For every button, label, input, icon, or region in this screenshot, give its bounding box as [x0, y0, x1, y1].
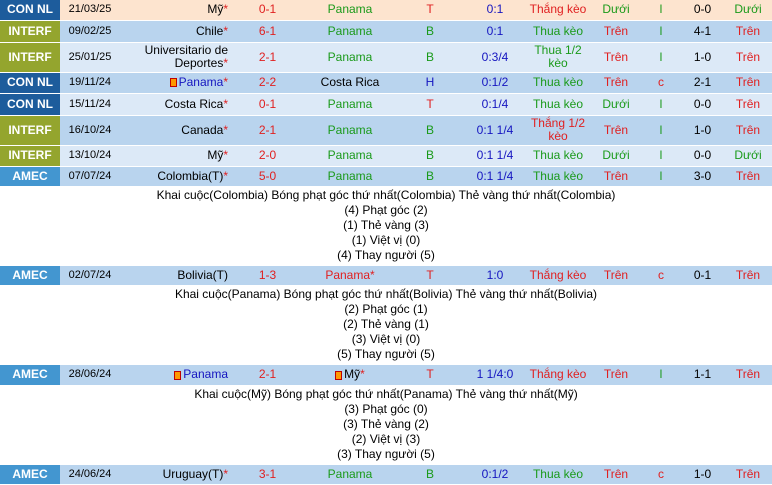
odd-even: l: [641, 20, 681, 42]
half-over-under: Dưới: [724, 0, 772, 20]
odd-even: l: [641, 115, 681, 145]
table-row: [0, 145, 772, 166]
table-row: [0, 93, 772, 115]
league-badge[interactable]: INTERF: [0, 145, 60, 166]
details-stat: (1) Thẻ vàng (3): [343, 217, 429, 232]
details-stat: (5) Thay người (5): [337, 347, 435, 361]
handicap: 0:1 1/4: [465, 166, 525, 186]
home-team-name[interactable]: Uruguay(T): [162, 466, 224, 481]
result: H: [395, 72, 465, 93]
half-time-score: 1-0: [681, 42, 724, 72]
odd-even: l: [641, 166, 681, 186]
home-team[interactable]: [120, 42, 230, 72]
handicap-result: Thua kèo: [525, 72, 591, 93]
star-icon: *: [223, 2, 228, 17]
half-time-score: 0-0: [681, 0, 724, 20]
away-team[interactable]: [305, 266, 395, 286]
match-details-row: [0, 385, 772, 465]
result: B: [395, 42, 465, 72]
away-team-name[interactable]: Mỹ: [344, 367, 361, 382]
handicap-result: Thắng kèo: [525, 266, 591, 286]
score[interactable]: 3-1: [230, 465, 305, 485]
over-under: Dưới: [591, 0, 641, 20]
handicap: 0:1 1/4: [465, 145, 525, 166]
away-team[interactable]: [305, 145, 395, 166]
away-team[interactable]: [305, 93, 395, 115]
red-card-icon: [335, 371, 342, 380]
match-details: [0, 186, 772, 266]
over-under: Trên: [591, 115, 641, 145]
handicap-result: Thắng 1/2 kèo: [525, 115, 591, 145]
half-over-under: Trên: [724, 115, 772, 145]
result: T: [395, 93, 465, 115]
home-team[interactable]: [120, 166, 230, 186]
details-stat: (3) Thẻ vàng (2): [343, 416, 429, 431]
league-badge[interactable]: AMEC: [0, 166, 60, 186]
handicap: 1:0: [465, 266, 525, 286]
away-team[interactable]: [305, 465, 395, 485]
odd-even: l: [641, 93, 681, 115]
away-team[interactable]: [305, 0, 395, 20]
away-team-name[interactable]: Panama: [327, 168, 373, 183]
match-details-row: [0, 286, 772, 366]
half-over-under: Trên: [724, 365, 772, 385]
result: B: [395, 166, 465, 186]
league-badge[interactable]: INTERF: [0, 20, 60, 42]
table-row: [0, 115, 772, 145]
match-date: 09/02/25: [60, 20, 120, 42]
home-team-name[interactable]: Colombia(T): [157, 168, 224, 183]
league-badge[interactable]: AMEC: [0, 266, 60, 286]
match-details: [0, 286, 772, 366]
score[interactable]: 6-1: [230, 20, 305, 42]
handicap: 0:1/4: [465, 93, 525, 115]
half-time-score: 1-0: [681, 465, 724, 485]
half-time-score: 2-1: [681, 72, 724, 93]
odd-even: l: [641, 365, 681, 385]
away-team[interactable]: [305, 365, 395, 385]
handicap-result: Thắng kèo: [525, 0, 591, 20]
league-badge[interactable]: CON NL: [0, 93, 60, 115]
star-icon: *: [360, 367, 365, 382]
handicap-result: Thua kèo: [525, 93, 591, 115]
home-team-name[interactable]: Mỹ: [207, 2, 224, 17]
match-details-row: [0, 186, 772, 266]
half-time-score: 1-0: [681, 115, 724, 145]
star-icon: *: [223, 148, 228, 162]
away-team[interactable]: [305, 42, 395, 72]
table-row: [0, 20, 772, 42]
away-team-name[interactable]: Panama: [327, 148, 373, 162]
match-date: 16/10/24: [60, 115, 120, 145]
home-team[interactable]: [120, 72, 230, 93]
away-team[interactable]: [305, 72, 395, 93]
over-under: Trên: [591, 166, 641, 186]
handicap: 1 1/4:0: [465, 365, 525, 385]
match-date: 24/06/24: [60, 465, 120, 485]
home-team-name[interactable]: Bolivia(T): [177, 267, 228, 282]
match-date: 25/01/25: [60, 42, 120, 72]
home-team[interactable]: [120, 465, 230, 485]
odd-even: c: [641, 266, 681, 286]
half-time-score: 0-0: [681, 145, 724, 166]
over-under: Dưới: [591, 145, 641, 166]
home-team-name[interactable]: Mỹ: [207, 148, 224, 162]
handicap-result: Thắng kèo: [525, 365, 591, 385]
away-team-name[interactable]: Panama: [327, 122, 373, 137]
details-stat: (4) Phạt góc (2): [344, 202, 428, 217]
handicap-result: Thua kèo: [525, 20, 591, 42]
home-team[interactable]: [120, 0, 230, 20]
odd-even: l: [641, 42, 681, 72]
away-team-name[interactable]: Panama: [327, 2, 373, 17]
score[interactable]: 1-3: [230, 266, 305, 286]
details-stat: (1) Việt vị (0): [351, 232, 421, 247]
score[interactable]: 2-0: [230, 145, 305, 166]
home-team-name[interactable]: Panama: [178, 75, 224, 89]
away-team-name[interactable]: Panama: [325, 267, 371, 282]
home-team[interactable]: [120, 93, 230, 115]
star-icon: *: [223, 466, 228, 481]
odd-even: l: [641, 145, 681, 166]
handicap: 0:1: [465, 0, 525, 20]
away-team-name[interactable]: Panama: [327, 466, 373, 481]
league-badge[interactable]: INTERF: [0, 42, 60, 72]
over-under: Trên: [591, 72, 641, 93]
match-date: 28/06/24: [60, 365, 120, 385]
score[interactable]: 0-1: [230, 93, 305, 115]
result: B: [395, 465, 465, 485]
half-over-under: Dưới: [724, 145, 772, 166]
home-team-name[interactable]: Chile: [195, 23, 224, 38]
away-team-name[interactable]: Costa Rica: [320, 75, 380, 89]
league-badge[interactable]: CON NL: [0, 72, 60, 93]
odd-even: c: [641, 72, 681, 93]
half-over-under: Trên: [724, 20, 772, 42]
odd-even: l: [641, 0, 681, 20]
result: T: [395, 365, 465, 385]
odd-even: c: [641, 465, 681, 485]
match-date: 13/10/24: [60, 145, 120, 166]
details-stat: (4) Thay người (5): [337, 247, 435, 262]
star-icon: *: [223, 75, 228, 89]
half-over-under: Trên: [724, 266, 772, 286]
home-team[interactable]: [120, 266, 230, 286]
league-badge[interactable]: AMEC: [0, 465, 60, 485]
match-date: 02/07/24: [60, 266, 120, 286]
details-summary: Khai cuộc(Mỹ) Bóng phạt góc thứ nhất(Panama) Thẻ vàng thứ nhất(Mỹ): [194, 386, 578, 401]
home-team-name[interactable]: Canada: [181, 122, 224, 137]
away-team[interactable]: [305, 20, 395, 42]
home-team[interactable]: [120, 20, 230, 42]
over-under: Trên: [591, 365, 641, 385]
home-team-name[interactable]: Costa Rica: [164, 96, 224, 111]
details-stat: (2) Phạt góc (1): [344, 302, 428, 316]
handicap: 0:1 1/4: [465, 115, 525, 145]
league-badge[interactable]: INTERF: [0, 115, 60, 145]
table-row: [0, 166, 772, 186]
half-time-score: 1-1: [681, 365, 724, 385]
away-team-name[interactable]: Panama: [327, 49, 373, 64]
home-team[interactable]: [120, 365, 230, 385]
table-row: [0, 266, 772, 286]
over-under: Trên: [591, 465, 641, 485]
result: T: [395, 0, 465, 20]
star-icon: *: [370, 267, 375, 282]
star-icon: *: [223, 168, 228, 183]
table-row: [0, 42, 772, 72]
half-time-score: 3-0: [681, 166, 724, 186]
handicap: 0:1: [465, 20, 525, 42]
result: B: [395, 145, 465, 166]
away-team-name[interactable]: Panama: [327, 23, 373, 38]
red-card-icon: [174, 371, 181, 380]
handicap-result: Thua kèo: [525, 465, 591, 485]
match-date: 21/03/25: [60, 0, 120, 20]
half-time-score: 0-0: [681, 93, 724, 115]
home-team-name[interactable]: Universitario de Deportes: [144, 43, 228, 70]
half-time-score: 0-1: [681, 266, 724, 286]
result: T: [395, 266, 465, 286]
table-row: [0, 0, 772, 20]
match-date: 07/07/24: [60, 166, 120, 186]
star-icon: *: [223, 96, 228, 111]
half-over-under: Trên: [724, 166, 772, 186]
league-badge[interactable]: AMEC: [0, 365, 60, 385]
details-stat: (3) Phạt góc (0): [344, 401, 428, 416]
home-team[interactable]: [120, 145, 230, 166]
score[interactable]: 2-2: [230, 72, 305, 93]
match-date: 15/11/24: [60, 93, 120, 115]
half-over-under: Trên: [724, 42, 772, 72]
result: B: [395, 20, 465, 42]
details-stat: (2) Việt vị (3): [351, 431, 421, 446]
handicap-result: Thua kèo: [525, 166, 591, 186]
handicap: 0:1/2: [465, 465, 525, 485]
over-under: Trên: [591, 20, 641, 42]
star-icon: *: [223, 122, 228, 137]
table-row: [0, 72, 772, 93]
handicap: 0:3/4: [465, 42, 525, 72]
star-icon: *: [223, 56, 228, 70]
half-time-score: 4-1: [681, 20, 724, 42]
home-team-name[interactable]: Panama: [183, 367, 228, 382]
over-under: Trên: [591, 266, 641, 286]
table-row: [0, 465, 772, 485]
details-stat: (3) Thay người (5): [337, 446, 435, 461]
handicap-result: Thua kèo: [525, 145, 591, 166]
over-under: Dưới: [591, 93, 641, 115]
match-details: [0, 385, 772, 465]
table-row: [0, 365, 772, 385]
details-stat: (3) Việt vị (0): [351, 332, 421, 346]
details-summary: Khai cuộc(Colombia) Bóng phạt góc thứ nhất(Colombia) Thẻ vàng thứ nhất(Colombia): [156, 187, 616, 202]
result: B: [395, 115, 465, 145]
red-card-icon: [170, 78, 177, 87]
details-summary: Khai cuộc(Panama) Bóng phạt góc thứ nhất(Bolivia) Thẻ vàng thứ nhất(Bolivia): [174, 287, 598, 301]
score[interactable]: 5-0: [230, 166, 305, 186]
details-stat: (2) Thẻ vàng (1): [343, 317, 429, 331]
match-date: 19/11/24: [60, 72, 120, 93]
over-under: Trên: [591, 42, 641, 72]
away-team[interactable]: [305, 166, 395, 186]
away-team-name[interactable]: Panama: [327, 96, 373, 111]
half-over-under: Trên: [724, 93, 772, 115]
score[interactable]: 2-1: [230, 115, 305, 145]
half-over-under: Trên: [724, 72, 772, 93]
half-over-under: Trên: [724, 465, 772, 485]
score[interactable]: 2-1: [230, 42, 305, 72]
score[interactable]: 2-1: [230, 365, 305, 385]
star-icon: *: [223, 23, 228, 38]
handicap-result: Thua 1/2 kèo: [525, 42, 591, 72]
home-team[interactable]: [120, 115, 230, 145]
handicap: 0:1/2: [465, 72, 525, 93]
league-badge[interactable]: CON NL: [0, 0, 60, 20]
away-team[interactable]: [305, 115, 395, 145]
score[interactable]: 0-1: [230, 0, 305, 20]
